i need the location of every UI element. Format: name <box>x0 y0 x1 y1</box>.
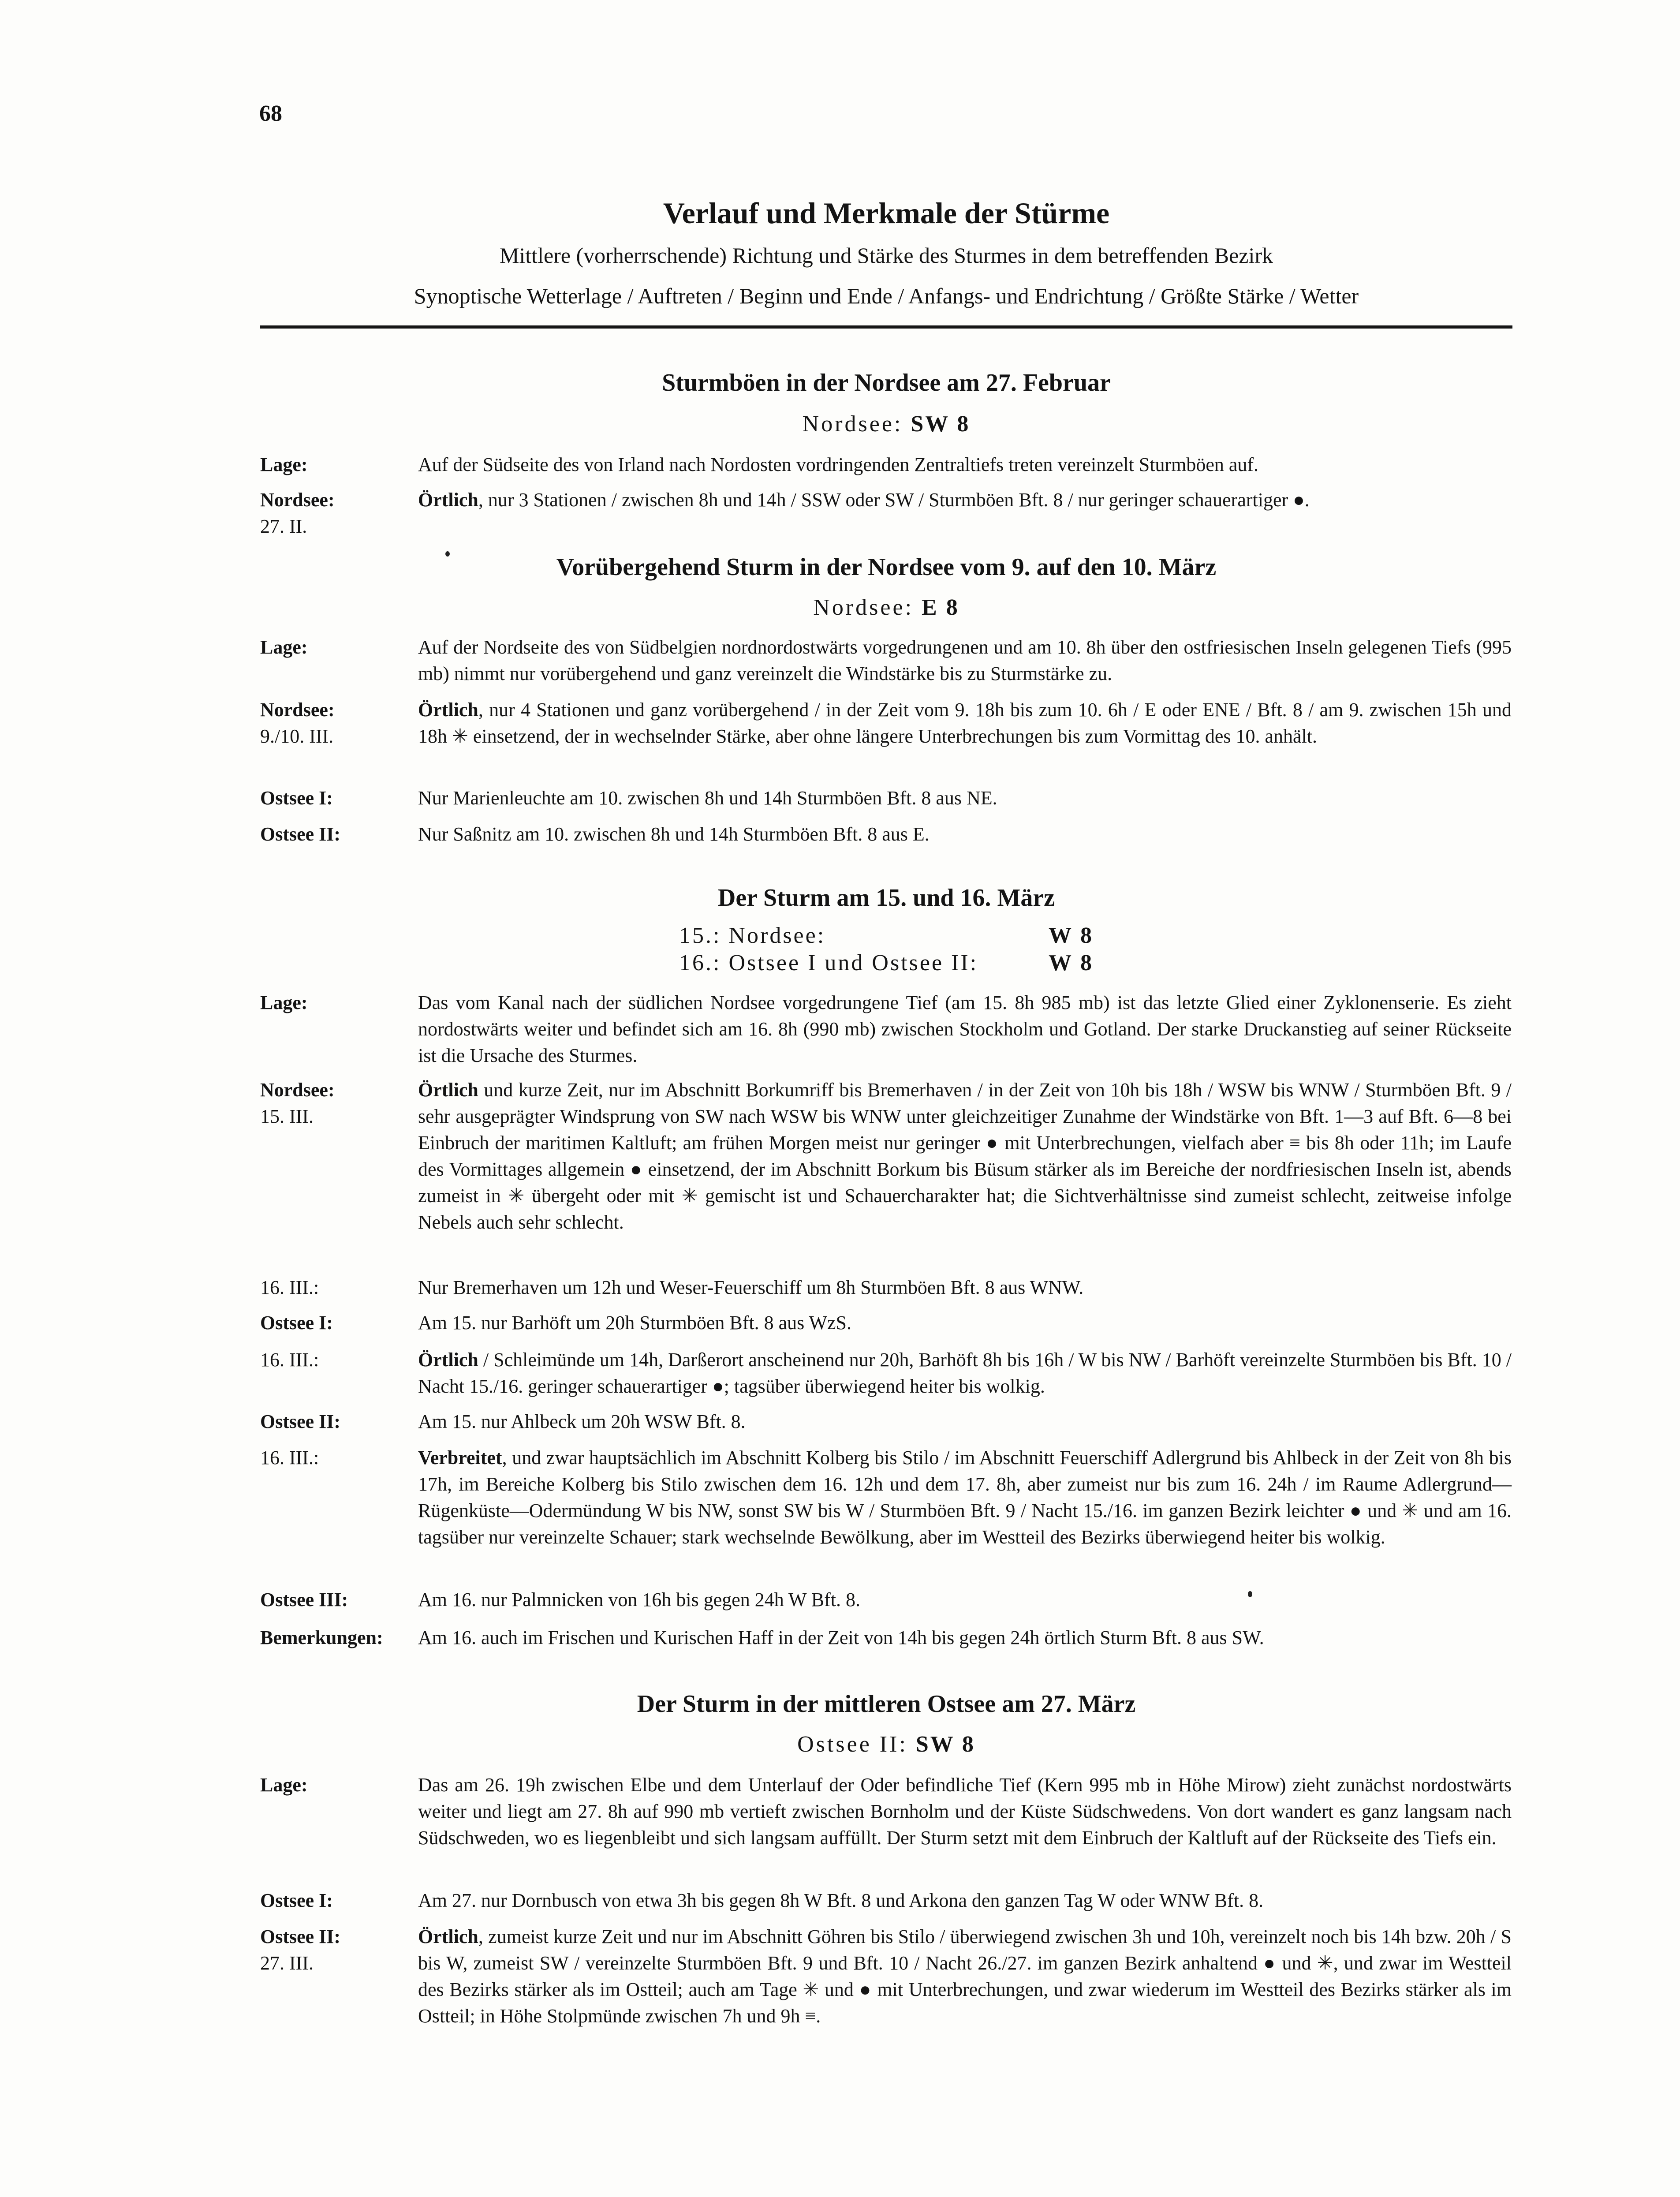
s2-lage-label: Lage: <box>260 636 308 658</box>
page-subtitle-2: Synoptische Wetterlage / Auftreten / Beginn und Ende / Anfangs- und Endrichtung / Größte Stärke / Wetter <box>414 284 1359 308</box>
section-3-title: Der Sturm am 15. und 16. März <box>717 884 1055 912</box>
s4-lage-label: Lage: <box>260 1774 308 1796</box>
header-rule <box>260 325 1512 329</box>
section-2-region: Nordsee: <box>813 595 914 620</box>
page-title: Verlauf und Merkmale der Stürme <box>663 196 1110 230</box>
s2-nordsee-date: 9./10. III. <box>260 725 334 747</box>
section-3-wind-1-region: 15.: Nordsee: <box>679 923 826 948</box>
section-1-title: Sturmböen in der Nordsee am 27. Februar <box>662 369 1111 396</box>
s1-nordsee-text: Örtlich, nur 3 Stationen / zwischen 8h und 14h / SSW oder SW / Sturmböen Bft. 8 / nur geringer schauerartiger ●. <box>418 489 1310 511</box>
s3-bemerkungen-label: Bemerkungen: <box>260 1627 383 1648</box>
s4-ostsee1-text: Am 27. nur Dornbusch von etwa 3h bis gegen 8h W Bft. 8 und Arkona den ganzen Tag W oder WNW Bft. 8. <box>418 1890 1264 1911</box>
s4-ostsee1-label: Ostsee I: <box>260 1890 333 1911</box>
section-4-title: Der Sturm in der mittleren Ostsee am 27. März <box>637 1690 1136 1718</box>
s3-nordsee-label: Nordsee: 15. III. <box>260 1079 335 1127</box>
s3-ostsee3-text: Am 16. nur Palmnicken von 16h bis gegen 24h W Bft. 8. <box>418 1589 860 1610</box>
s2-ostsee1-text: Nur Marienleuchte am 10. zwischen 8h und 14h Sturmböen Bft. 8 aus NE. <box>418 787 997 809</box>
s2-ostsee2-label: Ostsee II: <box>260 823 341 845</box>
s4-ostsee2-text: Örtlich, zumeist kurze Zeit und nur im Abschnitt Göhren bis Stilo / überwiegend zwischen 3h und 10h, vereinzelt noch bis 14h bzw. 20h / S bis W, zumeist SW / vereinzelte Sturmböen Bft. 9 und Bft. 10 / Nacht 26./27. im ganzen Bezirk anhaltend ● und ✳, und zwar im Westteil des Bezirks stärker als im Ostteil; auch am Tage ✳ und ● mit Unterbrechungen, und zwar wiederum im Westteil des Bezirks stärker als im Ostteil; in Höhe Stolpmünde zwischen 7h und 9h ≡. <box>418 1926 1512 2027</box>
s1-nordsee-date: 27. II. <box>260 516 307 537</box>
section-3-wind-2-region: 16.: Ostsee I und Ostsee II: <box>679 950 978 975</box>
print-speck <box>1248 1591 1252 1597</box>
s3-nordsee-date: 15. III. <box>260 1106 314 1127</box>
s1-nordsee-label: Nordsee: 27. II. <box>260 489 335 537</box>
s3-ostsee2-text: Am 15. nur Ahlbeck um 20h WSW Bft. 8. <box>418 1411 746 1432</box>
page-subtitle: Mittlere (vorherrschende) Richtung und Stärke des Sturmes in dem betreffenden Bezirk <box>499 243 1273 268</box>
section-3-wind-row-1 <box>653 923 1146 949</box>
section-1-region: Nordsee: <box>802 411 903 437</box>
s4-ostsee2-date: 27. III. <box>260 1952 314 1974</box>
page-number: 68 <box>259 101 282 126</box>
section-1-wind <box>260 411 1512 437</box>
section-1-wind-value: SW 8 <box>911 411 971 437</box>
section-2-title: Vorübergehend Sturm in der Nordsee vom 9. auf den 10. März <box>556 553 1217 581</box>
s3-o2-16-label: 16. III.: <box>260 1447 319 1468</box>
s3-o1-16-label: 16. III.: <box>260 1349 319 1371</box>
section-4-region: Ostsee II: <box>797 1732 908 1757</box>
section-3-wind-row-2 <box>653 950 1146 976</box>
s3-n16-text: Nur Bremerhaven um 12h und Weser-Feuerschiff um 8h Sturmböen Bft. 8 aus WNW. <box>418 1277 1084 1298</box>
section-2-wind <box>260 594 1512 620</box>
s4-lage-text: Das am 26. 19h zwischen Elbe und dem Unterlauf der Oder befindliche Tief (Kern 995 mb in Höhe Mirow) zieht zunächst nordostwärts weiter und liegt am 27. 8h auf 990 mb vertieft zwischen Bornholm und der Küste Südschwedens. Von dort wandert es ganz langsam nach Südschweden, wo es liegenbleibt und sich langsam auffüllt. Der Sturm setzt mit dem Einbruch der Kaltluft auf der Rückseite des Tiefs ein. <box>418 1774 1512 1849</box>
s3-nordsee-text: Örtlich und kurze Zeit, nur im Abschnitt Borkumriff bis Bremerhaven / in der Zeit von 10h bis 18h / WSW bis WNW / Sturmböen Bft. 9 / sehr ausgeprägter Windsprung von SW nach WSW bis WNW unter gleichzeitiger Zunahme der Windstärke von Bft. 1—3 auf Bft. 6—8 bei Einbruch der maritimen Kaltluft; am frühen Morgen meist nur geringer ● mit Unterbrechungen, vielfach aber ≡ bis 8h oder 11h; im Laufe des Vormittages allgemein ● einsetzend, der im Abschnitt Borkum bis Büsum stärker als im Bereiche der nordfriesischen Inseln ist, abends zumeist in ✳ übergeht oder mit ✳ gemischt ist und Schauercharakter hat; die Sichtverhältnisse sind zumeist schlecht, zeitweise infolge Nebels auch sehr schlecht. <box>418 1079 1512 1233</box>
s2-lage-text: Auf der Nordseite des von Südbelgien nordnordostwärts vorgedrungenen und am 10. 8h über den ostfriesischen Inseln gelegenen Tiefs (995 mb) nimmt nur vorübergehend und ganz vereinzelt die Windstärke bis zu Sturmstärke zu. <box>418 636 1512 684</box>
section-4-wind-value: SW 8 <box>915 1732 975 1757</box>
s2-ostsee1-label: Ostsee I: <box>260 787 333 809</box>
s3-bemerkungen-text: Am 16. auch im Frischen und Kurischen Haff in der Zeit von 14h bis gegen 24h örtlich Sturm Bft. 8 aus SW. <box>418 1627 1264 1648</box>
s4-ostsee2-label: Ostsee II: 27. III. <box>260 1926 341 1974</box>
s2-nordsee-text: Örtlich, nur 4 Stationen und ganz vorübergehend / in der Zeit vom 9. 18h bis zum 10. 6h / E oder ENE / Bft. 8 / am 9. zwischen 15h und 18h ✳ einsetzend, der in wechselnder Stärke, aber ohne längere Unterbrechungen bis zum Vormittag des 10. anhält. <box>418 699 1512 747</box>
s3-n16-label: 16. III.: <box>260 1277 319 1298</box>
s3-o1-16-text: Örtlich / Schleimünde um 14h, Darßerort anscheinend nur 20h, Barhöft 8h bis 16h / W bis NW / Barhöft vereinzelte Sturmböen bis Bft. 10 / Nacht 15./16. geringer schauerartiger ●; tagsüber überwiegend heiter bis wolkig. <box>418 1349 1512 1397</box>
s3-lage-label: Lage: <box>260 992 308 1013</box>
section-3-wind-1-value: W 8 <box>1048 923 1094 948</box>
s3-ostsee2-label: Ostsee II: <box>260 1411 341 1432</box>
section-4-wind <box>260 1731 1512 1757</box>
section-3-wind-2-value: W 8 <box>1048 950 1094 975</box>
s2-ostsee2-text: Nur Saßnitz am 10. zwischen 8h und 14h Sturmböen Bft. 8 aus E. <box>418 823 930 845</box>
s1-lage-text: Auf der Südseite des von Irland nach Nordosten vordringenden Zentraltiefs treten vereinzelt Sturmböen auf. <box>418 454 1259 475</box>
s3-ostsee3-label: Ostsee III: <box>260 1589 348 1610</box>
s3-ostsee1-text: Am 15. nur Barhöft um 20h Sturmböen Bft. 8 aus WzS. <box>418 1312 851 1334</box>
section-2-wind-value: E 8 <box>922 595 959 620</box>
s3-lage-text: Das vom Kanal nach der südlichen Nordsee vorgedrungene Tief (am 15. 8h 985 mb) ist das letzte Glied einer Zyklonenserie. Es zieht nordostwärts weiter und befindet sich am 16. 8h (990 mb) zwischen Stockholm und Gotland. Der starke Druckanstieg auf seiner Rückseite ist die Ursache des Sturmes. <box>418 992 1512 1066</box>
s3-ostsee1-label: Ostsee I: <box>260 1312 333 1334</box>
s2-nordsee-label: Nordsee: 9./10. III. <box>260 699 335 747</box>
s3-o2-16-text: Verbreitet, und zwar hauptsächlich im Abschnitt Kolberg bis Stilo / im Abschnitt Feuerschiff Adlergrund bis Ahlbeck in der Zeit von 8h bis 17h, im Bereiche Kolberg bis Stilo zwischen dem 16. 12h und dem 17. 8h, aber zumeist nur bis zum 16. 24h / im Raume Adlergrund—Rügenküste—Odermündung W bis NW, sonst SW bis W / Sturmböen Bft. 9 / Nacht 15./16. im ganzen Bezirk leichter ● und ✳ und am 16. tagsüber nur vereinzelte Schauer; stark wechselnde Bewölkung, aber im Westteil des Bezirks überwiegend heiter bis wolkig. <box>418 1447 1512 1548</box>
s1-lage-label: Lage: <box>260 454 308 475</box>
